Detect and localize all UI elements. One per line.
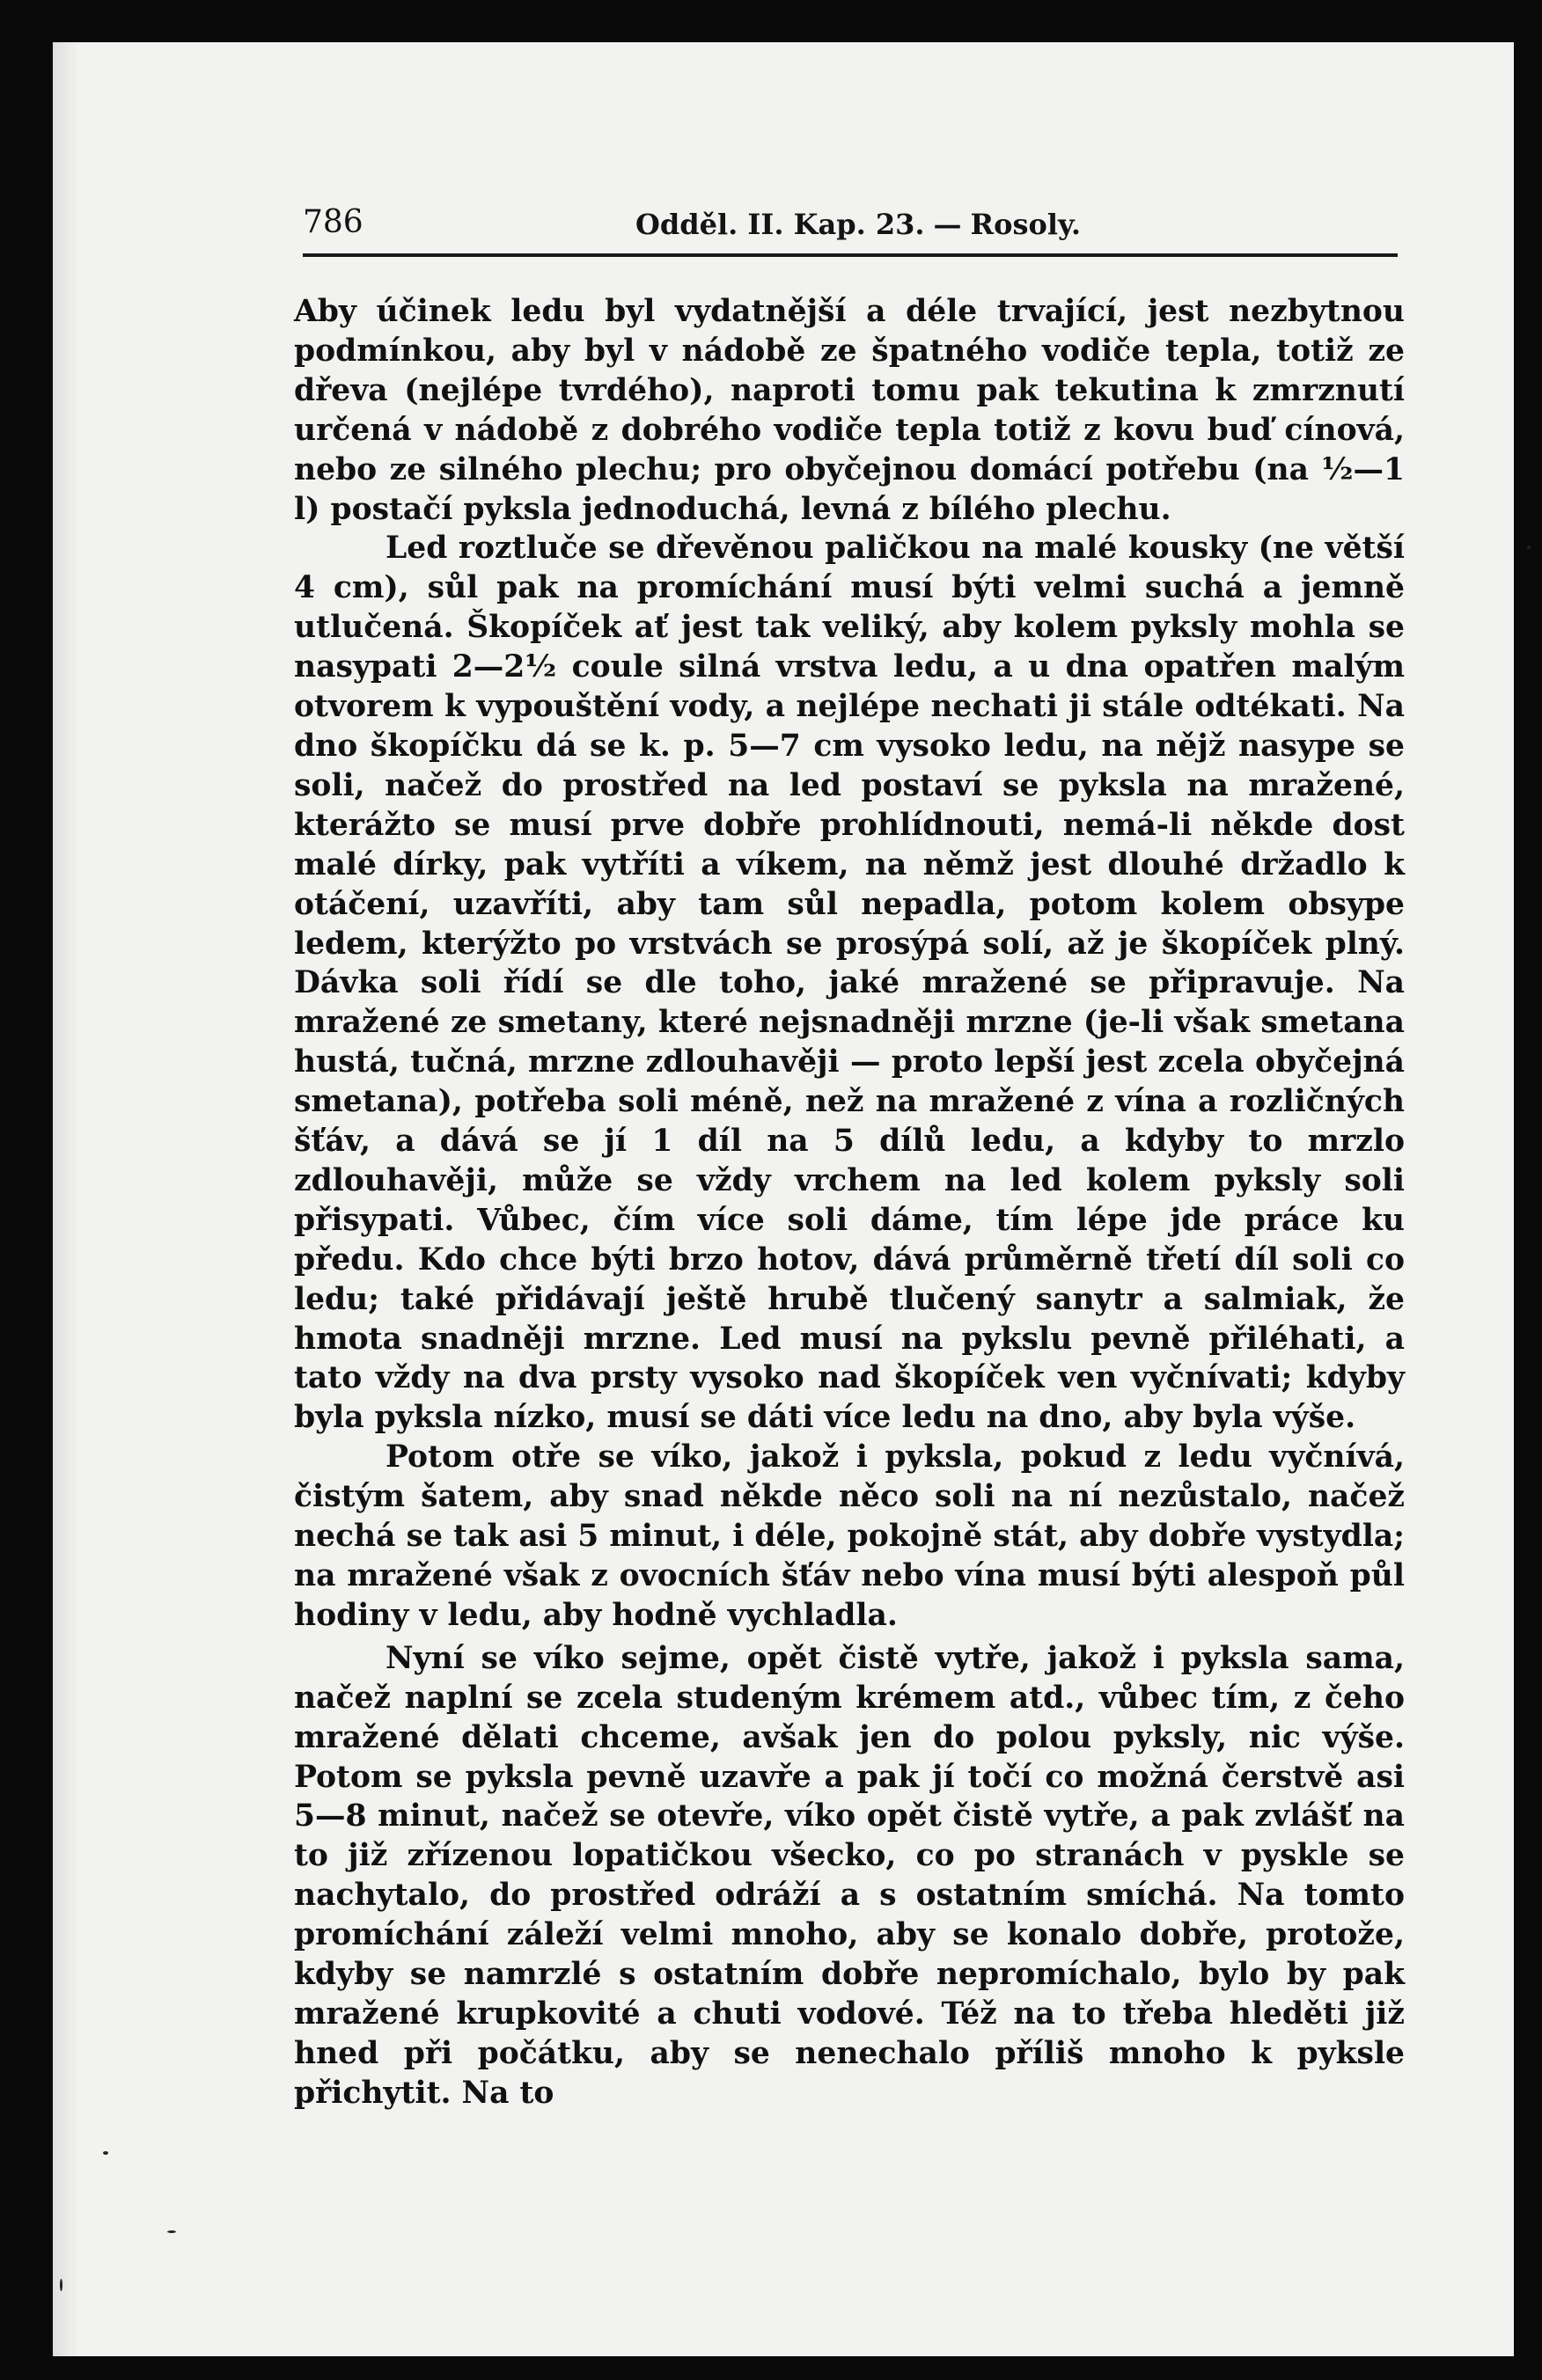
scan-speck [60, 2279, 62, 2291]
running-header [303, 201, 1398, 257]
paragraph-2: Led roztluče se dřevěnou paličkou na malé kousky (ne větší 4 cm), sůl pak na promíchání musí býti velmi suchá a jemně utlučená. Škopíček ať jest tak veliký, aby kolem pyksly mohla se nasypati 2—2½ coule silná vrstva ledu, a u dna opatřen malým otvorem k vypouštění vody, a nejlépe nechati ji stále odtékati. Na dno škopíčku dá se k. p. 5—7 cm vysoko ledu, na nějž nasype se soli, načež do prostřed na led postaví se pyksla na mražené, kterážto se musí prve dobře prohlídnouti, nemá-li někde dost malé dírky, pak vytříti a víkem, na němž jest dlouhé držadlo k otáčení, uzavříti, aby tam sůl nepadla, potom kolem obsype ledem, kterýžto po vrstvách se prosýpá solí, až je škopíček plný. Dávka soli řídí se dle toho, jaké mražené se připravuje. Na mražené ze smetany, které nejsnadněji mrzne (je-li však smetana hustá, tučná, mrzne zdlouhavěji — proto lepší jest zcela obyčejná smetana), potřeba soli méně, než na mražené z vína a rozličných šťáv, a dává se jí 1 díl na 5 dílů ledu, a kdyby to mrzlo zdlouhavěji, může se vždy vrchem na led kolem pyksly soli přisypati. Vůbec, čím více soli dáme, tím lépe jde práce ku předu. Kdo chce býti brzo hotov, dává průměrně třetí díl soli co ledu; také přidávají ještě hrubě tlučený sanytr a salmiak, že hmota snadněji mrzne. Led musí na pykslu pevně přiléhati, a tato vždy na dva prsty vysoko nad škopíček ven vyčnívati; kdyby byla pyksla nízko, musí se dáti více ledu na dno, aby byla výše. [294, 531, 1405, 1436]
page-gutter-shadow [53, 42, 79, 2356]
page-number: 786 [303, 204, 363, 240]
paragraph-1: Aby účinek ledu byl vydatnější a déle trvající, jest nezbytnou podmínkou, aby byl v nádobě ze špatného vodiče tepla, totiž ze dřeva (nejlépe tvrdého), naproti tomu pak tekutina k zmrznutí určená v nádobě z dobrého vodiče tepla totiž z kovu buď cínová, nebo ze silného plechu; pro obyčejnou domácí potřebu (na ½—1 l) postačí pyksla jednoduchá, levná z bílého plechu. [294, 294, 1405, 527]
paragraph-3: Potom otře se víko, jakož i pyksla, pokud z ledu vyčnívá, čistým šatem, aby snad někde něco soli na ní nezůstalo, načež nechá se tak asi 5 minut, i déle, pokojně stát, aby dobře vystydla; na mražené však z ovocních šťáv nebo vína musí býti alespoň půl hodiny v ledu, aby hodně vychladla. [294, 1439, 1405, 1633]
section-label: Odděl. II. Kap. 23. [635, 208, 925, 241]
paragraph-4: Nyní se víko sejme, opět čistě vytře, jakož i pyksla sama, načež naplní se zcela studeným krémem atd., vůbec tím, z čeho mražené dělati chceme, avšak jen do polou pyksly, nic výše. Potom se pyksla pevně uzavře a pak jí točí co možná čerstvě asi 5—8 minut, načež se otevře, víko opět čistě vytře, a pak zvlášť na to již zřízenou lopatičkou všecko, co po stranách v pyskle se nachytalo, do prostřed odráží a s ostatním smíchá. Na tomto promíchání záleží velmi mnoho, aby se konalo dobře, protože, kdyby se namrzlé s ostatním dobře nepromíchalo, bylo by pak mražené krupkovité a chuti vodové. Též na to třeba hleděti již hned při počátku, aby se nenechalo příliš mnoho k pyksle přichytit. Na to [294, 1640, 1405, 2111]
title-dash: — [933, 208, 962, 241]
body-text [294, 292, 1405, 2113]
topic-label: Rosoly. [970, 208, 1082, 241]
scan-speck [103, 2151, 108, 2155]
running-title [635, 208, 1081, 241]
scan-speck [167, 2230, 176, 2233]
scan-speck [1527, 546, 1531, 549]
